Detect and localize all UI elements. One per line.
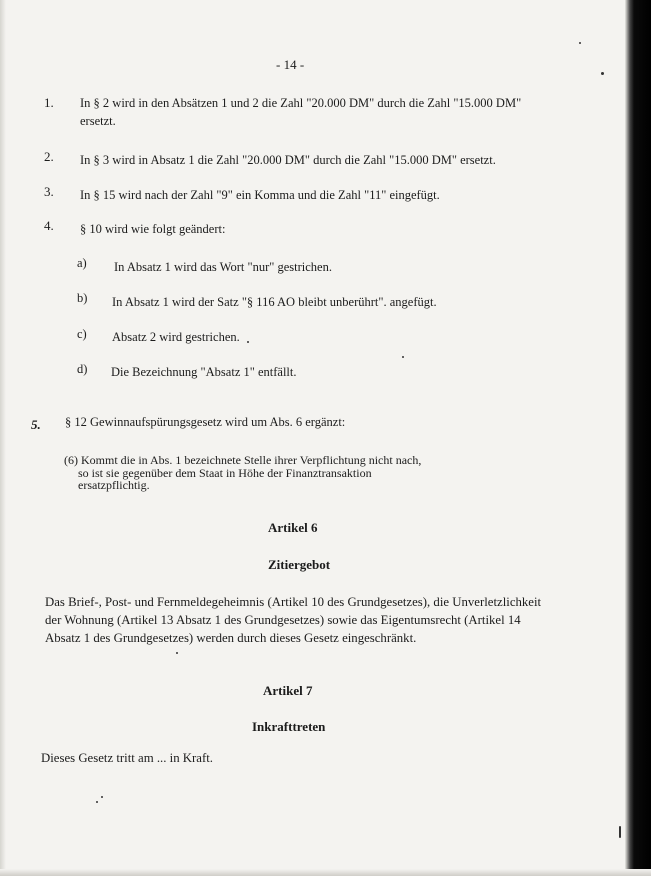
subitem-letter: c) [77,327,87,341]
scan-speck [101,796,103,798]
item-number: 3. [44,184,54,199]
item-text: § 12 Gewinnaufspürungsgesetz wird um Abs. 6 ergänzt: [65,415,346,429]
item-number: 4. [44,218,54,233]
item-text: In § 15 wird nach der Zahl "9" ein Komma und die Zahl "11" eingefügt. [80,188,440,202]
subitem-text: In Absatz 1 wird der Satz "§ 116 AO bleibt unberührt". angefügt. [112,295,437,309]
article-subheading: Inkrafttreten [252,719,326,734]
item-text: In § 3 wird in Absatz 1 die Zahl "20.000 DM" durch die Zahl "15.000 DM" ersetzt. [80,153,496,167]
scan-speck [619,826,621,838]
subitem-text: Absatz 2 wird gestrichen. [112,330,240,344]
item-text: ersetzt. [80,114,116,128]
article-heading: Artikel 7 [263,683,313,698]
subitem-text: Die Bezeichnung "Absatz 1" entfällt. [111,365,297,379]
paragraph-line: Das Brief-, Post- und Fernmeldegeheimnis (Artikel 10 des Grundgesetzes), die Unverletzlichkeit [45,595,542,609]
subitem-letter: b) [77,291,88,305]
scan-edge-left [0,0,6,876]
page-number: - 14 - [276,57,305,72]
subitem-letter: a) [77,256,87,270]
item-number: 2. [44,149,54,164]
item-text: § 10 wird wie folgt geändert: [80,222,226,236]
scan-speck [579,42,581,44]
insert-line: so ist sie gegenüber dem Staat in Höhe der Finanztransaktion [78,466,372,480]
scan-speck [96,801,98,803]
paragraph-line: der Wohnung (Artikel 13 Absatz 1 des Grundgesetzes) sowie das Eigentumsrecht (Artikel 14 [45,613,521,627]
subitem-text: In Absatz 1 wird das Wort "nur" gestrichen. [114,260,332,274]
item-text: In § 2 wird in den Absätzen 1 und 2 die Zahl "20.000 DM" durch die Zahl "15.000 DM" [80,96,522,110]
paragraph-line: Absatz 1 des Grundgesetzes) werden durch dieses Gesetz eingeschränkt. [45,631,417,645]
item-number: 1. [44,95,54,110]
item-number-handwritten: 5. [31,417,41,432]
scan-speck [402,356,404,358]
scan-speck [176,652,178,654]
scan-edge-bottom [0,869,651,876]
paragraph-line: Dieses Gesetz tritt am ... in Kraft. [41,751,213,765]
scan-edge-right [625,0,651,876]
scan-speck [601,72,604,75]
insert-line: (6) Kommt die in Abs. 1 bezeichnete Stelle ihrer Verpflichtung nicht nach, [64,453,422,467]
insert-line: ersatzpflichtig. [78,478,150,492]
scan-speck [247,341,249,343]
subitem-letter: d) [77,362,88,376]
article-subheading: Zitiergebot [268,557,331,572]
article-heading: Artikel 6 [268,520,318,535]
